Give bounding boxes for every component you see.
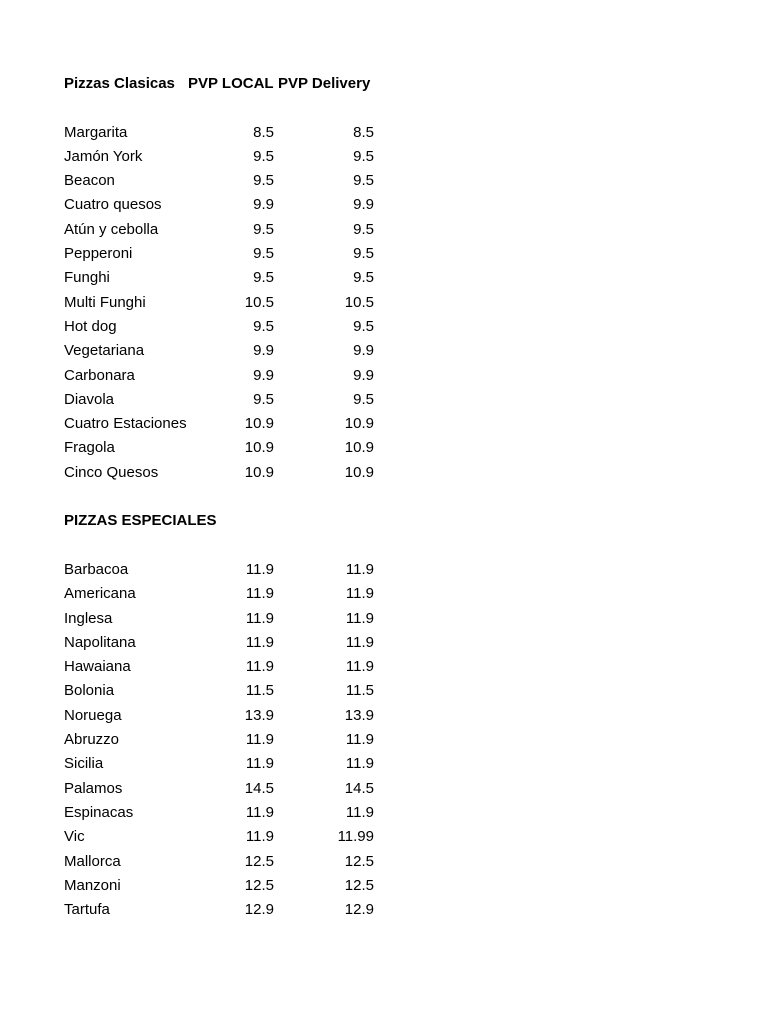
price-local: 11.9 xyxy=(245,803,274,821)
pizza-name: Vegetariana xyxy=(64,342,145,360)
table-row xyxy=(64,461,384,485)
table-row xyxy=(64,315,384,339)
price-local: 9.5 xyxy=(253,172,274,190)
table-row xyxy=(64,874,384,898)
pizza-name: Napolitana xyxy=(64,633,136,651)
pizza-name: Vic xyxy=(64,828,85,846)
price-delivery: 10.5 xyxy=(344,293,374,311)
header-pvp-local: PVP LOCAL xyxy=(188,75,274,92)
table-row xyxy=(64,193,384,217)
header-pvp-delivery: PVP Delivery xyxy=(278,75,371,92)
table-row xyxy=(64,218,384,242)
header-pizzas-clasicas: Pizzas Clasicas xyxy=(64,75,175,92)
especiales-list xyxy=(64,558,384,922)
price-delivery: 9.5 xyxy=(353,390,374,408)
price-local: 11.9 xyxy=(245,633,274,651)
price-local: 9.5 xyxy=(253,269,274,287)
price-delivery: 11.9 xyxy=(345,633,374,651)
price-local: 9.5 xyxy=(253,245,274,263)
price-delivery: 11.9 xyxy=(345,755,374,773)
pizza-name: Noruega xyxy=(64,706,122,724)
price-delivery: 11.9 xyxy=(345,585,374,603)
pizza-name: Margarita xyxy=(64,123,128,141)
pizza-name: Bolonia xyxy=(64,682,115,700)
price-local: 12.5 xyxy=(244,876,274,894)
table-row xyxy=(64,825,384,849)
pizza-name: Tartufa xyxy=(64,901,110,919)
table-row xyxy=(64,339,384,363)
pizza-name: Atún y cebolla xyxy=(64,220,159,238)
table-row xyxy=(64,291,384,315)
pizza-name: Palamos xyxy=(64,779,123,797)
pizza-name: Fragola xyxy=(64,439,115,457)
price-delivery: 9.9 xyxy=(353,342,374,360)
pizza-name: Hawaiana xyxy=(64,658,131,676)
table-row xyxy=(64,850,384,874)
price-local: 11.5 xyxy=(245,682,274,700)
pizza-name: Cuatro Estaciones xyxy=(64,415,187,433)
price-local: 11.9 xyxy=(245,609,274,627)
table-row xyxy=(64,412,384,436)
spacer-row xyxy=(64,96,384,120)
price-local: 13.9 xyxy=(244,706,274,724)
table-row xyxy=(64,169,384,193)
price-local: 9.5 xyxy=(253,220,274,238)
pizza-name: Pepperoni xyxy=(64,245,133,263)
price-delivery: 11.9 xyxy=(345,731,374,749)
table-row xyxy=(64,607,384,631)
pizza-name: Americana xyxy=(64,585,136,603)
pizza-name: Carbonara xyxy=(64,366,135,384)
price-local: 11.9 xyxy=(245,755,274,773)
table-row xyxy=(64,752,384,776)
price-local: 11.9 xyxy=(245,658,274,676)
price-local: 12.5 xyxy=(244,852,274,870)
price-sheet xyxy=(64,72,384,922)
price-local: 9.5 xyxy=(253,147,274,165)
price-delivery: 8.5 xyxy=(353,123,374,141)
price-local: 11.9 xyxy=(245,828,274,846)
price-local: 14.5 xyxy=(244,779,274,797)
price-local: 10.9 xyxy=(244,463,274,481)
header-row xyxy=(64,72,384,96)
price-delivery: 9.5 xyxy=(353,269,374,287)
table-row xyxy=(64,145,384,169)
price-delivery: 9.5 xyxy=(353,147,374,165)
table-row xyxy=(64,242,384,266)
price-delivery: 9.5 xyxy=(353,245,374,263)
table-row xyxy=(64,728,384,752)
pizza-name: Diavola xyxy=(64,390,115,408)
pizza-name: Barbacoa xyxy=(64,560,129,578)
price-local: 9.9 xyxy=(253,196,274,214)
price-delivery: 9.5 xyxy=(353,317,374,335)
pizza-name: Espinacas xyxy=(64,803,134,821)
table-row xyxy=(64,558,384,582)
pizza-name: Abruzzo xyxy=(64,731,120,749)
price-local: 9.9 xyxy=(253,342,274,360)
pizza-name: Cinco Quesos xyxy=(64,463,159,481)
table-row xyxy=(64,655,384,679)
price-local: 11.9 xyxy=(245,731,274,749)
table-row xyxy=(64,364,384,388)
price-local: 10.9 xyxy=(244,439,274,457)
table-row xyxy=(64,801,384,825)
price-delivery: 11.9 xyxy=(345,609,374,627)
table-row xyxy=(64,582,384,606)
table-row xyxy=(64,631,384,655)
table-row xyxy=(64,777,384,801)
price-delivery: 9.5 xyxy=(353,172,374,190)
price-delivery: 11.99 xyxy=(337,828,374,846)
table-row xyxy=(64,898,384,922)
pizza-name: Cuatro quesos xyxy=(64,196,162,214)
price-delivery: 11.9 xyxy=(345,803,374,821)
price-delivery: 12.5 xyxy=(344,876,374,894)
table-row xyxy=(64,388,384,412)
price-local: 9.9 xyxy=(253,366,274,384)
price-local: 11.9 xyxy=(245,585,274,603)
price-local: 8.5 xyxy=(253,123,274,141)
price-delivery: 14.5 xyxy=(344,779,374,797)
price-local: 10.9 xyxy=(244,415,274,433)
pizza-name: Sicilia xyxy=(64,755,104,773)
price-delivery: 9.5 xyxy=(353,220,374,238)
pizza-name: Inglesa xyxy=(64,609,113,627)
table-row xyxy=(64,436,384,460)
price-delivery: 10.9 xyxy=(344,463,374,481)
price-delivery: 10.9 xyxy=(344,415,374,433)
spacer-row xyxy=(64,485,384,509)
table-row xyxy=(64,679,384,703)
clasicas-list xyxy=(64,121,384,485)
price-delivery: 9.9 xyxy=(353,366,374,384)
price-local: 9.5 xyxy=(253,317,274,335)
pizza-name: Manzoni xyxy=(64,876,121,894)
pizza-name: Mallorca xyxy=(64,852,121,870)
price-delivery: 11.5 xyxy=(345,682,374,700)
table-row xyxy=(64,704,384,728)
pizza-name: Hot dog xyxy=(64,317,117,335)
price-delivery: 11.9 xyxy=(345,658,374,676)
pizza-name: Jamón York xyxy=(64,147,143,165)
price-delivery: 9.9 xyxy=(353,196,374,214)
table-row xyxy=(64,121,384,145)
price-local: 9.5 xyxy=(253,390,274,408)
price-local: 11.9 xyxy=(245,560,274,578)
pizza-name: Funghi xyxy=(64,269,110,287)
price-delivery: 13.9 xyxy=(344,706,374,724)
price-delivery: 12.5 xyxy=(344,852,374,870)
price-delivery: 12.9 xyxy=(344,901,374,919)
price-delivery: 11.9 xyxy=(345,560,374,578)
price-local: 10.5 xyxy=(244,293,274,311)
table-row xyxy=(64,266,384,290)
especiales-title: PIZZAS ESPECIALES xyxy=(64,512,217,530)
pizza-name: Multi Funghi xyxy=(64,293,146,311)
price-local: 12.9 xyxy=(244,901,274,919)
price-delivery: 10.9 xyxy=(344,439,374,457)
spacer-row xyxy=(64,534,384,558)
section-title-especiales xyxy=(64,509,384,533)
pizza-name: Beacon xyxy=(64,172,115,190)
